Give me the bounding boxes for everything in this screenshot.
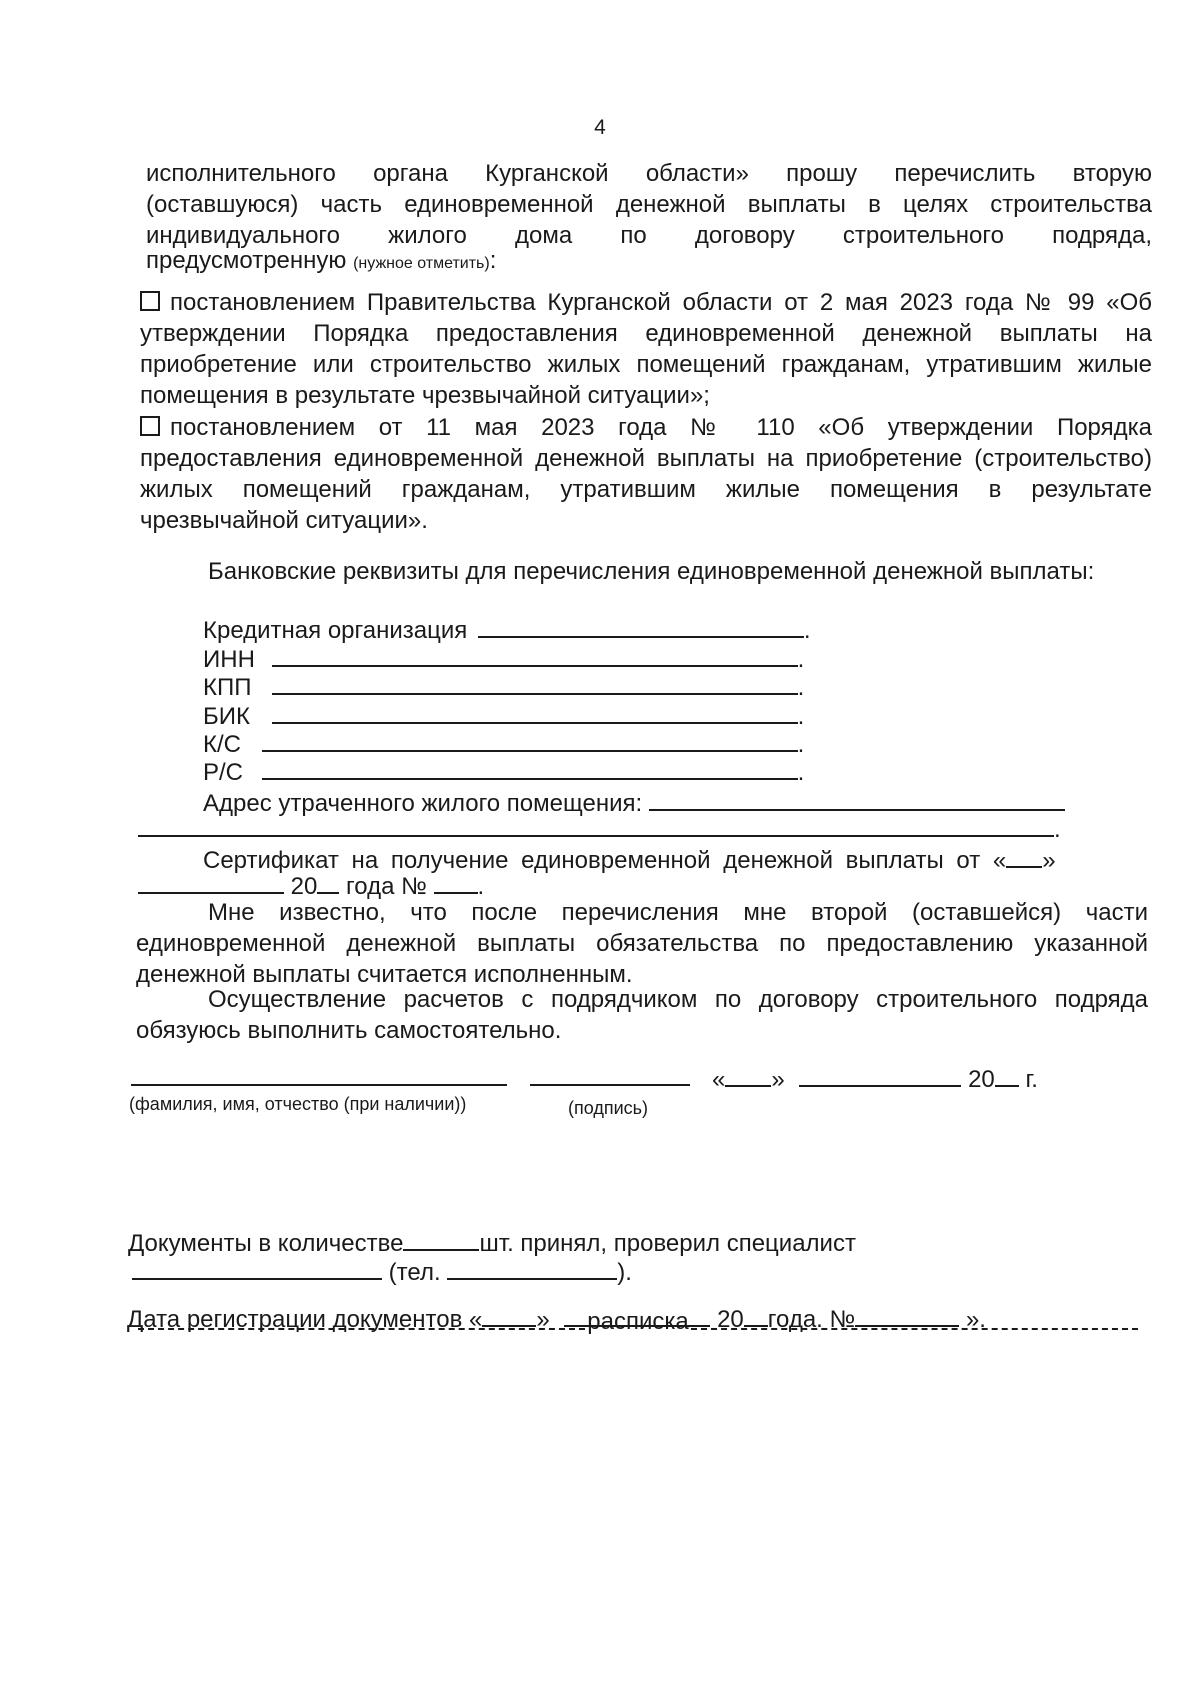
intro-line-2: (оставшуюся) часть единовременной денежной выплаты в целях строительства	[146, 191, 1152, 218]
option-1-checkbox[interactable]	[140, 291, 160, 311]
intro-line-3: индивидуального жилого дома по договору строительного подряда,	[146, 222, 1152, 249]
address-field-2[interactable]	[138, 811, 1054, 837]
receipt-tel-row	[132, 1254, 632, 1288]
rs-field[interactable]	[262, 754, 798, 780]
certificate-number-label: года №	[346, 873, 427, 900]
fio-caption: (фамилия, имя, отчество (при наличии))	[129, 1094, 467, 1114]
registration-quote-close: »	[536, 1306, 550, 1333]
registration-number-field[interactable]	[855, 1301, 959, 1327]
ks-field[interactable]	[262, 726, 798, 752]
fio-field[interactable]	[131, 1080, 507, 1086]
kpp-period: .	[797, 674, 805, 701]
sign-year-suffix: г.	[1025, 1066, 1038, 1093]
sign-month-field[interactable]	[799, 1061, 961, 1087]
mark-note: (нужное отметить)	[353, 255, 490, 272]
address-field[interactable]	[649, 785, 1065, 811]
intro-line-4	[146, 245, 1152, 279]
registration-day-field[interactable]	[482, 1301, 536, 1327]
certificate-day-field[interactable]	[1006, 842, 1042, 868]
intro-colon: :	[489, 247, 497, 274]
inn-period: .	[797, 646, 805, 673]
statement-obligation: Осуществление расчетов с подрядчиком по договору строительного подряда обязуюсь выполнить самостоятельно.	[136, 986, 1148, 1044]
statement-acknowledgement: Мне известно, что после перечисления мне второй (оставшейся) части единовременной денежной выплаты обязательства по предоставлению указанной денежной выплаты считается исполненным.	[136, 899, 1148, 988]
receipt-docs-count-field[interactable]	[403, 1225, 479, 1251]
bik-field[interactable]	[272, 698, 798, 724]
sign-quote-open: «	[712, 1066, 726, 1093]
registration-prefix: Дата регистрации документов «	[127, 1306, 483, 1333]
receipt-title: расписка	[587, 1308, 689, 1335]
inn-label: ИНН	[203, 646, 255, 673]
option-1	[140, 287, 1152, 411]
receipt-tel-prefix: (тел.	[388, 1259, 441, 1286]
sign-year-prefix: 20	[968, 1066, 995, 1093]
registration-number-label: года. №	[767, 1306, 856, 1333]
address-label: Адрес утраченного жилого помещения:	[203, 790, 643, 817]
address-period: .	[1054, 816, 1061, 843]
bik-label: БИК	[203, 703, 250, 730]
option-1-text: постановлением Правительства Курганской области от 2 мая 2023 года № 99 «Об утверждении Порядка предоставления единовременной денежной выплаты на приобретение или строительство жилых помещений гражданам, утратившим жилые помещения в результате чрезвычайной ситуации»;	[140, 289, 1152, 409]
rs-label: Р/С	[203, 759, 244, 786]
intro-line-4-main: предусмотренную	[146, 247, 347, 274]
page-number: 4	[594, 116, 606, 139]
rs-period: .	[797, 759, 805, 786]
receipt-tel-field[interactable]	[447, 1254, 617, 1280]
registration-month-field[interactable]	[564, 1301, 710, 1327]
ks-label: К/С	[203, 731, 241, 758]
inn-field[interactable]	[272, 641, 798, 667]
bik-period: .	[797, 703, 805, 730]
option-2-text: постановлением от 11 мая 2023 года № 110 «Об утверждении Порядка предоставления единовременной денежной выплаты на приобретение (строительство) жилых помещений гражданам, утратившим жилые помещения в результате чрезвычайной ситуации».	[140, 414, 1152, 534]
registration-row	[127, 1301, 986, 1335]
credit-org-field[interactable]	[478, 612, 804, 638]
receipt-specialist-field[interactable]	[132, 1254, 382, 1280]
sign-year-field[interactable]	[995, 1061, 1019, 1087]
registration-year-field[interactable]	[744, 1301, 768, 1327]
certificate-month-field[interactable]	[138, 868, 284, 894]
signature-caption: (подпись)	[568, 1098, 649, 1118]
rs-row	[203, 754, 804, 788]
signature-date-row	[712, 1061, 1038, 1095]
bank-heading: Банковские реквизиты для перечисления единовременной денежной выплаты:	[208, 558, 1095, 585]
certificate-text: Сертификат на получение единовременной денежной выплаты от «	[203, 847, 1007, 874]
sign-day-field[interactable]	[725, 1061, 771, 1087]
option-2	[140, 412, 1152, 536]
receipt-tel-suffix: ).	[617, 1259, 632, 1286]
receipt-docs-suffix: шт. принял, проверил специалист	[479, 1230, 856, 1257]
certificate-year-prefix: 20	[290, 873, 318, 900]
address-row-2	[138, 811, 1061, 845]
credit-org-period: .	[803, 617, 811, 644]
certificate-quote-close: »	[1042, 847, 1056, 874]
registration-end: ».	[965, 1306, 986, 1333]
intro-line-1: исполнительного органа Курганской области» прошу перечислить вторую	[146, 160, 1152, 187]
certificate-number-field[interactable]	[434, 868, 478, 894]
certificate-year-field[interactable]	[317, 868, 339, 894]
signature-field[interactable]	[530, 1080, 690, 1086]
sign-quote-close: »	[771, 1066, 785, 1093]
registration-year-prefix: 20	[717, 1306, 744, 1333]
kpp-label: КПП	[203, 674, 252, 701]
ks-period: .	[797, 731, 805, 758]
receipt-docs-prefix: Документы в количестве	[128, 1230, 404, 1257]
credit-org-label: Кредитная организация	[203, 617, 468, 644]
kpp-field[interactable]	[272, 669, 798, 695]
certificate-period: .	[477, 873, 485, 900]
option-2-checkbox[interactable]	[140, 416, 160, 436]
